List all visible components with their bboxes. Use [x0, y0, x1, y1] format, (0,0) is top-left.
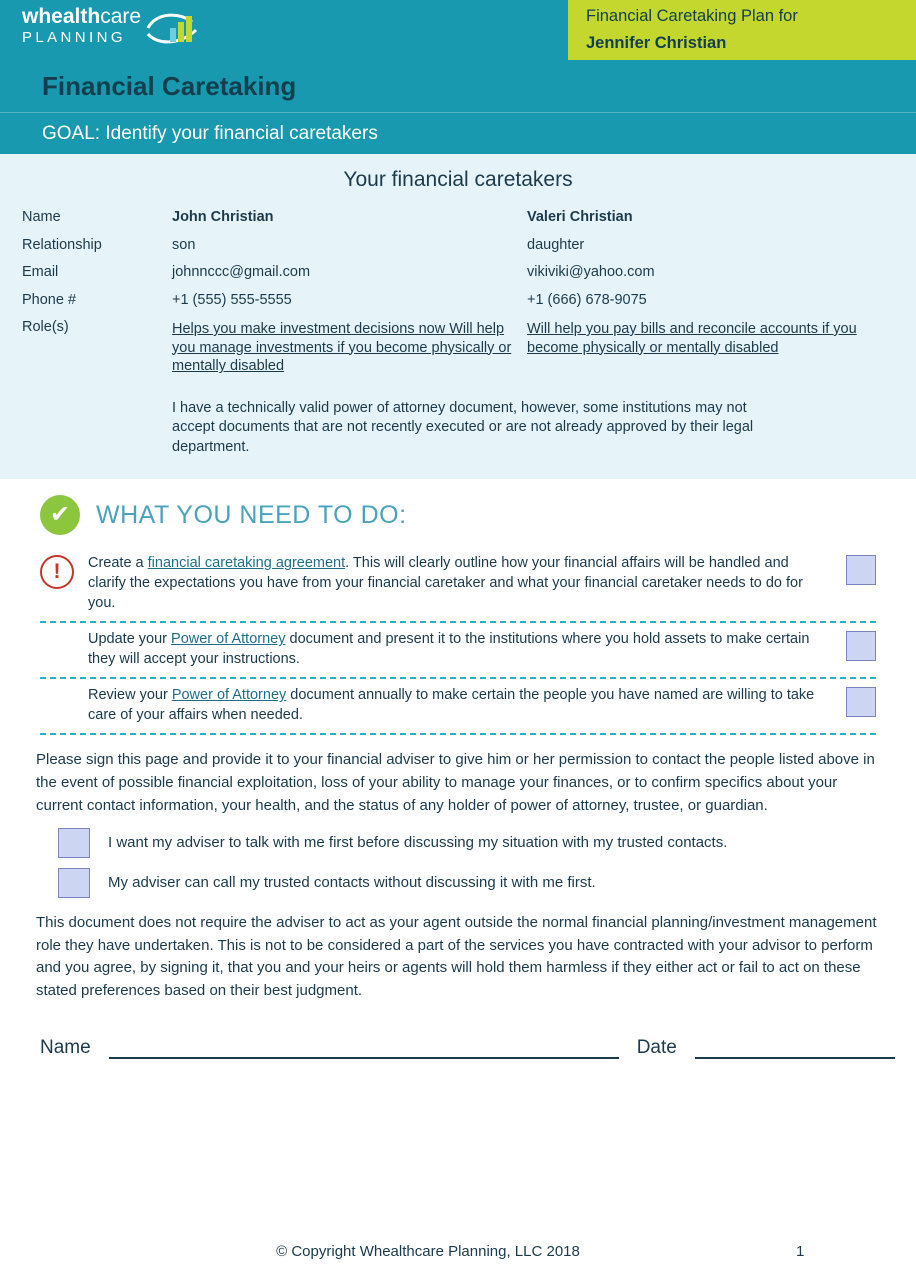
todo-3-checkbox[interactable] — [846, 687, 876, 717]
copyright-text: © Copyright Whealthcare Planning, LLC 2018 — [276, 1243, 580, 1260]
signature-row — [0, 1003, 916, 1059]
brand-bar — [0, 0, 568, 60]
todo-2-pre: Update your — [88, 631, 172, 648]
option-2-label: My adviser can call my trusted contacts without discussing it with me first. — [108, 874, 596, 892]
label-phone: Phone # — [22, 291, 77, 308]
todo-header — [40, 495, 876, 535]
plan-owner-banner — [568, 0, 916, 60]
page-footer — [0, 1243, 916, 1260]
todo-heading: WHAT YOU NEED TO DO: — [96, 500, 407, 529]
caretakers-table — [0, 206, 916, 385]
disclaimer-paragraph: This document does not require the adviser to act as your agent outside the normal financial planning/investment management role they have undertaken. This is not to be considered a part of the services you have contracted with your advisor to perform and you agree, by signing it, that you and your heirs or agents will hold them harmless if they either act or fail to act on these stated preferences based on their best judgment. — [36, 913, 877, 1000]
signature-date-label: Date — [636, 1036, 677, 1058]
logo-planning: PLANNING — [22, 29, 126, 47]
option-2-checkbox[interactable] — [58, 868, 90, 898]
label-email: Email — [22, 264, 59, 280]
todo-item-text — [88, 553, 846, 613]
logo-swoosh-chart-icon — [146, 8, 200, 48]
person-2-name: Valeri Christian — [527, 209, 633, 225]
signature-name-field[interactable] — [109, 1043, 619, 1059]
person-1-email: johnnccc@gmail.com — [172, 264, 311, 280]
todo-item — [40, 623, 876, 677]
todo-1-checkbox[interactable] — [846, 555, 876, 585]
page-title: Financial Caretaking — [42, 70, 297, 101]
todo-item — [40, 547, 876, 621]
consent-paragraph: Please sign this page and provide it to your financial adviser to give him or her permission to contact the people listed above in the event of possible financial exploitation, loss of your ability to manage your finances, or to confirm specifics about your current contact information, your health, and the status of any holder of power of attorney, trustee, or guardian. — [36, 751, 875, 814]
power-of-attorney-link[interactable]: Power of Attorney — [171, 687, 287, 704]
alert-icon: ! — [40, 555, 74, 589]
todo-1-pre: Create a — [88, 555, 148, 572]
todo-2-checkbox[interactable] — [846, 631, 876, 661]
todo-item-text — [88, 629, 846, 669]
client-name: Jennifer Christian — [586, 34, 727, 52]
goal-band — [0, 112, 916, 154]
power-of-attorney-note: I have a technically valid power of attorney document, however, some institutions may not accept documents that are not recently executed or are not already approved by their legal department. — [172, 399, 754, 455]
option-row-1 — [0, 818, 916, 858]
page-header — [0, 0, 916, 60]
signature-date-field[interactable] — [695, 1043, 895, 1059]
todo-3-post: document annually to make certain the people you have named are willing to take care of your affairs when needed. — [88, 687, 815, 724]
person-2-relationship: daughter — [527, 236, 585, 253]
check-icon: ✔ — [40, 495, 80, 535]
logo-health: health — [38, 5, 101, 28]
todo-2-post: document and present it to the institutions where you hold assets to make certain they will accept your instructions. — [88, 631, 810, 668]
person-1-roles: Helps you make investment decisions now Will help you manage investments if you become physically or mentally disabled — [172, 321, 512, 375]
person-1-relationship: son — [172, 236, 196, 253]
option-row-2 — [0, 858, 916, 898]
logo — [22, 6, 141, 46]
logo-wordmark — [22, 6, 141, 28]
person-2-roles: Will help you pay bills and reconcile accounts if you become physically or mentally disabled — [527, 321, 857, 356]
logo-care: care — [100, 5, 142, 28]
person-1-name: John Christian — [172, 209, 274, 225]
financial-caretaking-agreement-link[interactable]: financial caretaking agreement — [147, 555, 346, 572]
todo-item — [40, 679, 876, 733]
caretakers-panel — [0, 154, 916, 479]
plan-for-label: Financial Caretaking Plan for — [586, 7, 798, 25]
option-1-label: I want my adviser to talk with me first before discussing my situation with my trusted contacts. — [108, 834, 728, 852]
page-title-band — [0, 60, 916, 112]
person-1-phone: +1 (555) 555-5555 — [172, 291, 292, 308]
goal-text: GOAL: Identify your financial caretakers — [42, 122, 378, 144]
power-of-attorney-link[interactable]: Power of Attorney — [171, 631, 286, 648]
label-roles: Role(s) — [22, 319, 69, 335]
person-2-phone: +1 (666) 678-9075 — [527, 291, 647, 308]
todo-item-text — [88, 685, 846, 725]
todo-3-pre: Review your — [88, 687, 172, 704]
label-name: Name — [22, 209, 61, 225]
caretakers-heading: Your financial caretakers — [343, 168, 573, 191]
signature-name-label: Name — [40, 1036, 91, 1058]
label-relationship: Relationship — [22, 236, 102, 253]
page-number: 1 — [796, 1243, 805, 1260]
person-2-email: vikiviki@yahoo.com — [527, 264, 655, 280]
todo-section — [0, 479, 916, 735]
logo-w: w — [22, 5, 39, 28]
option-1-checkbox[interactable] — [58, 828, 90, 858]
todo-1-post: . This will clearly outline how your financial affairs will be handled and clarify the expectations you have from your financial caretaker and what your financial caretaker needs to do for you. — [88, 555, 803, 612]
